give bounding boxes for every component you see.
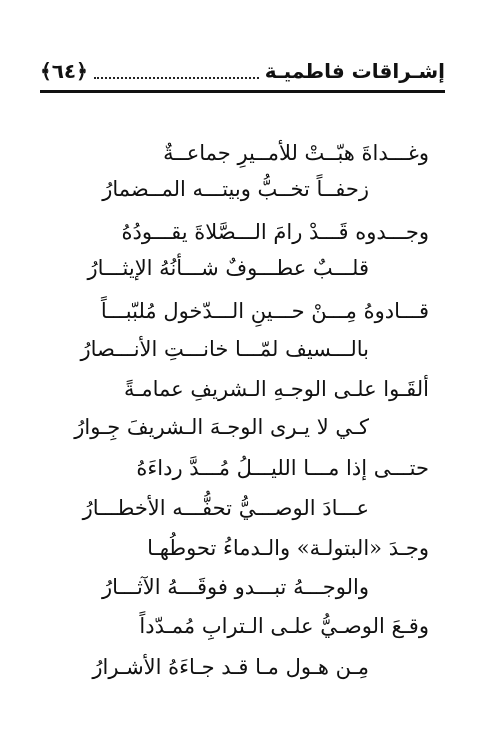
header-title: إشـراقات فاطميـة (264, 59, 445, 83)
verse-line: وغـــداةَ هبّــتْ للأمــيرِ جماعــةٌ (163, 141, 429, 165)
verse-line: والوجـــهُ تبـــدو فوقَـــهُ الآثـــارُ (101, 575, 369, 599)
verse-line: قلـــبٌ عطـــوفٌ شـــأنُهُ الإيثـــارُ (87, 256, 369, 280)
verse-line: مِـن هـول مـا قـد جـاءَهُ الأشـرارُ (92, 655, 369, 679)
header-rule (40, 90, 445, 93)
verse-line: قـــادوهُ مِـــنْ حـــينِ الـــدّخول مُلبّبـــاً (100, 299, 429, 323)
verse-line: حتـــى إذا مـــا الليـــلُ مُـــدَّ رداءَهُ (136, 456, 429, 480)
verse-line: بالـــسيف لمّـــا خانـــتِ الأنـــصارُ (80, 337, 369, 361)
verse-line: عـــادَ الوصـــيُّ تحفُّـــه الأخطـــارُ (82, 496, 369, 520)
verse-line: كـي لا يـرى الوجـهَ الـشريفَ جِـوارُ (74, 415, 369, 439)
verse-line: وجـدَ «البتولـة» والـدماءُ تحوطُهـا (147, 536, 429, 560)
verse-line: زحفــاً تخــبُّ وبيتـــه المــضمارُ (102, 177, 369, 201)
verse-line: ألقَـوا علـى الوجـهِ الـشريفِ عمامـةً (123, 377, 429, 401)
running-header (40, 56, 445, 86)
verse-line: وقـعَ الوصـيُّ علـى الـترابِ مُمـدّداً (139, 614, 429, 638)
dotted-leader (94, 75, 259, 79)
page-number: ﴿٦٤﴾ (40, 59, 88, 83)
verse-line: وجـــدوه قَـــدْ رامَ الـــصَّلاةَ يقـــودُهُ (121, 220, 429, 244)
